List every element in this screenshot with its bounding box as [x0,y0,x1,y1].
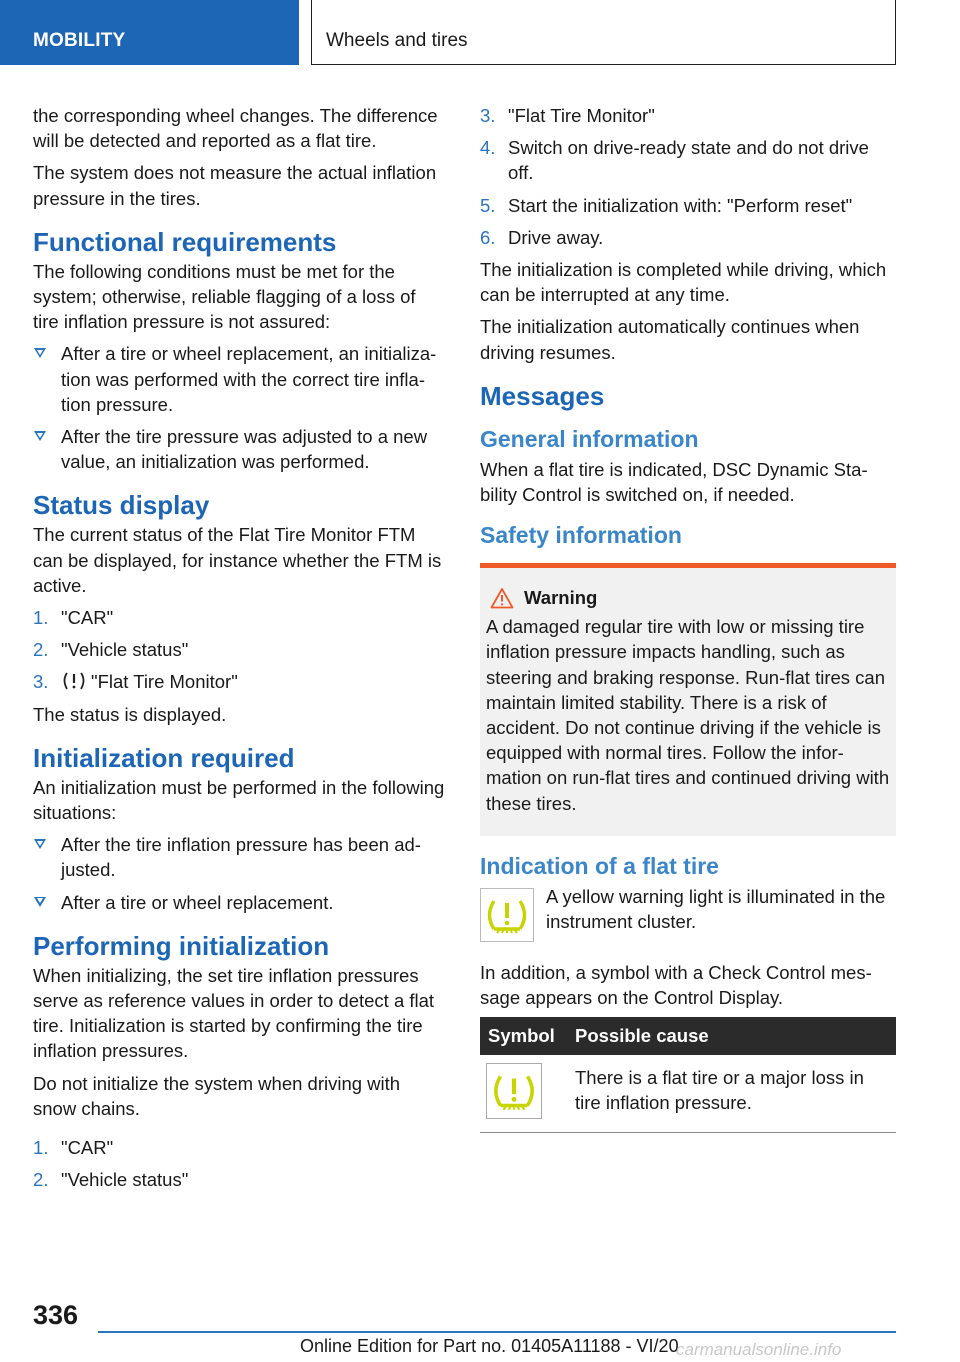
column-header-cause: Possible cause [567,1017,896,1055]
heading-messages: Messages [480,380,605,411]
heading-status-display: Status display [33,490,210,521]
warning-light-tile [480,888,534,942]
list-item: 3. "Flat Tire Monitor" [33,671,238,693]
paragraph: The current status of the Flat Tire Monitor FTM can be displayed, for instance whether the FTM is active. [33,524,442,596]
warning-text: A damaged regular tire with low or missing tire inflation pressure impacts handling, such as steering and braking response. Run-flat tires can maintain limited stability. There is a risk of accident. Do not continue driving if the vehicle is equipped with normal tires. Follow the information on run-flat tires and continued driving with these tires. [486,616,890,814]
list-item: 2. "Vehicle status" [33,639,189,661]
step-list [33,1135,446,1192]
table-header-row [480,1017,896,1055]
heading-functional-requirements: Functional requirements [33,226,337,257]
list-item: 1. "CAR" [33,1137,114,1159]
paragraph: An initialization must be performed in the following situations: [33,776,445,824]
list-item: After a tire or wheel replacement, an initialization was performed with the correct tire inflation pressure. [33,341,446,417]
cause-cell: There is a flat tire or a major loss in tire inflation pressure. [567,1055,896,1132]
list-item: After a tire or wheel replacement. [33,890,446,915]
chapter-tab [311,0,896,65]
list-item: After the tire inflation pressure has been adjusted. [33,832,446,882]
warning-light-text: A yellow warning light is illuminated in the instrument cluster. [546,885,886,933]
symbol-cell [480,1055,567,1132]
heading-general-information: General information [480,425,699,452]
right-column [480,103,896,1133]
paragraph: the corresponding wheel changes. The difference will be detected and reported as a flat tire. [33,105,438,152]
paragraph: Do not initialize the system when driving with snow chains. [33,1072,401,1119]
step-list [33,605,446,695]
symbol-tile [486,1063,542,1119]
heading-performing-initialization: Performing initialization [33,930,330,961]
step-list [480,103,896,250]
chapter-label: Wheels and tires [326,30,468,51]
paragraph: The system does not measure the actual inflation pressure in the tires. [33,162,437,209]
footer-edition: Online Edition for Part no. 01405A11188 - VI/20 [300,1336,679,1356]
section-tab [0,0,299,65]
watermark: carmanualsonline.info [676,1340,842,1359]
heading-indication-flat-tire: Indication of a flat tire [480,852,719,879]
warning-title: Warning [486,586,890,610]
paragraph: When initializing, the set tire inflation pressures serve as reference values in order to detect a flat tire. Initialization is started by confirming the tire inflation pressures. [33,964,435,1062]
list-item: 1. "CAR" [33,607,114,629]
paragraph: The initialization automatically continues when driving resumes. [480,316,860,363]
paragraph: The status is displayed. [33,703,227,725]
symbol-table [480,1017,896,1132]
warning-box [480,563,896,836]
paragraph: The initialization is completed while driving, which can be interrupted at any time. [480,259,887,306]
bullet-list [33,341,446,474]
list-item: 5. Start the initialization with: "Perform reset" [480,194,853,216]
list-item: 3. "Flat Tire Monitor" [480,105,655,126]
page-number: 336 [33,1300,79,1330]
tire-pressure-icon [61,670,87,692]
list-item: 4. Switch on drive-ready state and do not drive off. [480,137,869,184]
triangle-bullet-icon [34,431,46,441]
paragraph: The following conditions must be met for the system; otherwise, reliable flagging of a loss of tire inflation pressure is not assured: [33,260,416,333]
tire-pressure-warning-icon [481,889,533,941]
column-header-symbol: Symbol [480,1017,567,1055]
footer-divider [98,1331,896,1333]
list-item: 6. Drive away. [480,226,604,248]
triangle-bullet-icon [34,897,46,907]
warning-triangle-icon [490,587,514,609]
paragraph: In addition, a symbol with a Check Control message appears on the Control Display. [480,961,872,1009]
warning-light-row [480,884,896,950]
tire-pressure-warning-icon [487,1064,541,1118]
list-item: After the tire pressure was adjusted to a new value, an initialization was performed. [33,424,446,474]
bullet-list [33,832,446,915]
triangle-bullet-icon [34,348,46,358]
paragraph: When a flat tire is indicated, DSC Dynamic Stability Control is switched on, if needed. [480,458,868,506]
table-row [480,1055,896,1132]
left-column [33,103,446,1200]
heading-initialization-required: Initialization required [33,742,295,773]
heading-safety-information: Safety information [480,522,682,549]
list-item: 2. "Vehicle status" [33,1169,189,1191]
triangle-bullet-icon [34,839,46,849]
section-label: MOBILITY [33,30,126,51]
